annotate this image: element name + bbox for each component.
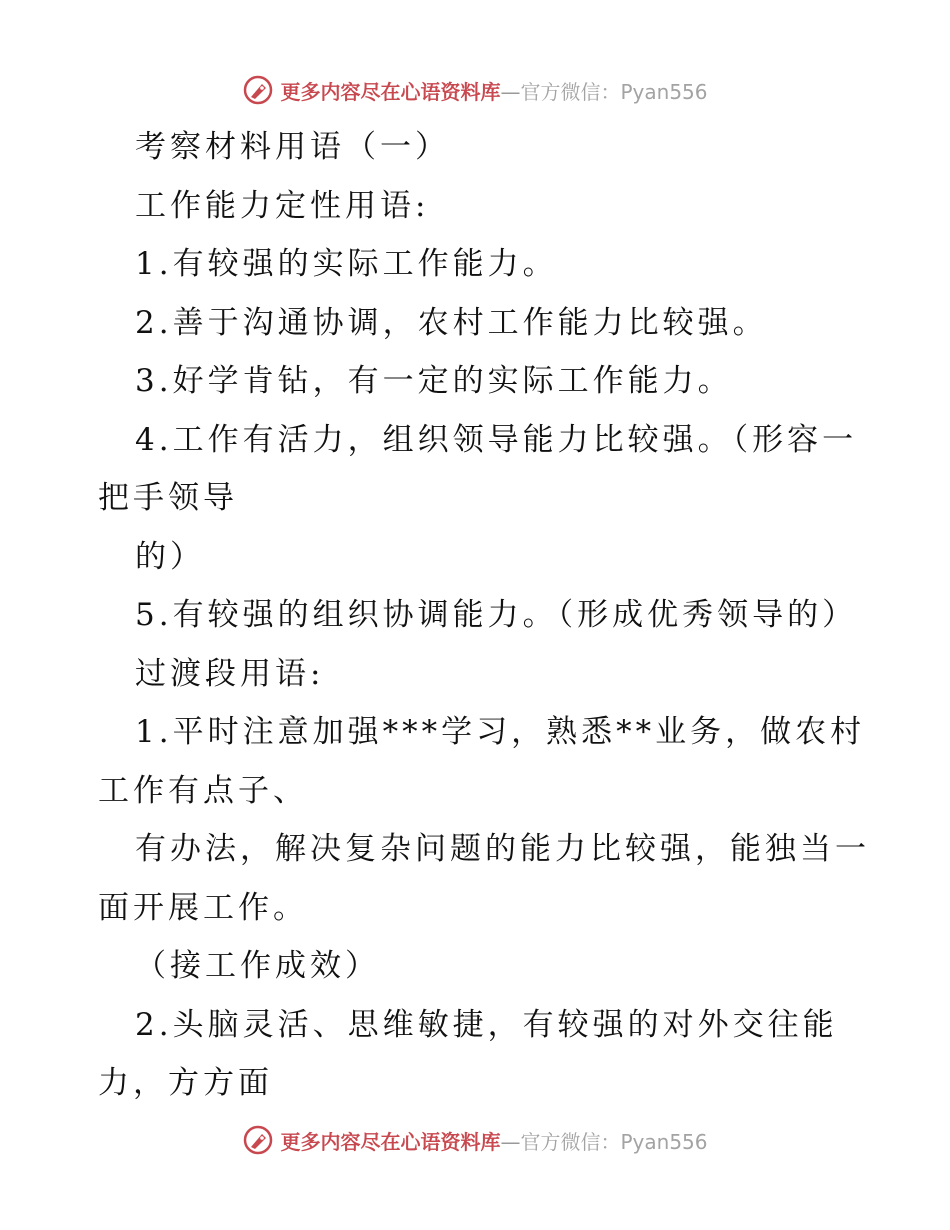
footer-watermark-banner [0, 1122, 950, 1158]
paragraph-line: 2.头脑灵活、思维敏捷，有较强的对外交往能 [135, 1006, 838, 1043]
header-watermark-banner [0, 72, 950, 108]
header-watermark-text: 更多内容尽在心语资料库—官方微信：Pyan556 [280, 79, 708, 104]
footer-watermark-text: 更多内容尽在心语资料库—官方微信：Pyan556 [280, 1129, 708, 1154]
paragraph-line: 面开展工作。 [98, 889, 308, 926]
paragraph-line: 1.平时注意加强***学习，熟悉**业务，做农村 [135, 714, 866, 750]
paragraph-line: （接工作成效） [135, 948, 380, 984]
paragraph-line: 1.有较强的实际工作能力。 [135, 246, 558, 282]
paragraph-line: 2.善于沟通协调，农村工作能力比较强。 [135, 304, 768, 341]
doc-title: 考察材料用语（一） [135, 129, 450, 165]
paragraph-line: 3.好学肯钻，有一定的实际工作能力。 [135, 363, 733, 399]
paragraph-line: 的） [135, 538, 205, 575]
pen-nib-logo-icon [242, 74, 274, 106]
paragraph-line: 工作有点子、 [98, 772, 308, 809]
paragraph-line: 力，方方面 [98, 1065, 273, 1101]
pen-nib-logo-icon [242, 1124, 274, 1156]
paragraph-line: 5.有较强的组织协调能力。（形成优秀领导的） [135, 597, 858, 633]
document-body [98, 118, 870, 1113]
paragraph-line: 有办法，解决复杂问题的能力比较强，能独当一 [135, 831, 870, 867]
section-heading-transition: 过渡段用语: [135, 655, 325, 692]
paragraph-line: 把手领导 [98, 480, 238, 516]
paragraph-line: 4.工作有活力，组织领导能力比较强。（形容一 [135, 421, 858, 458]
section-heading-ability: 工作能力定性用语: [135, 187, 430, 224]
